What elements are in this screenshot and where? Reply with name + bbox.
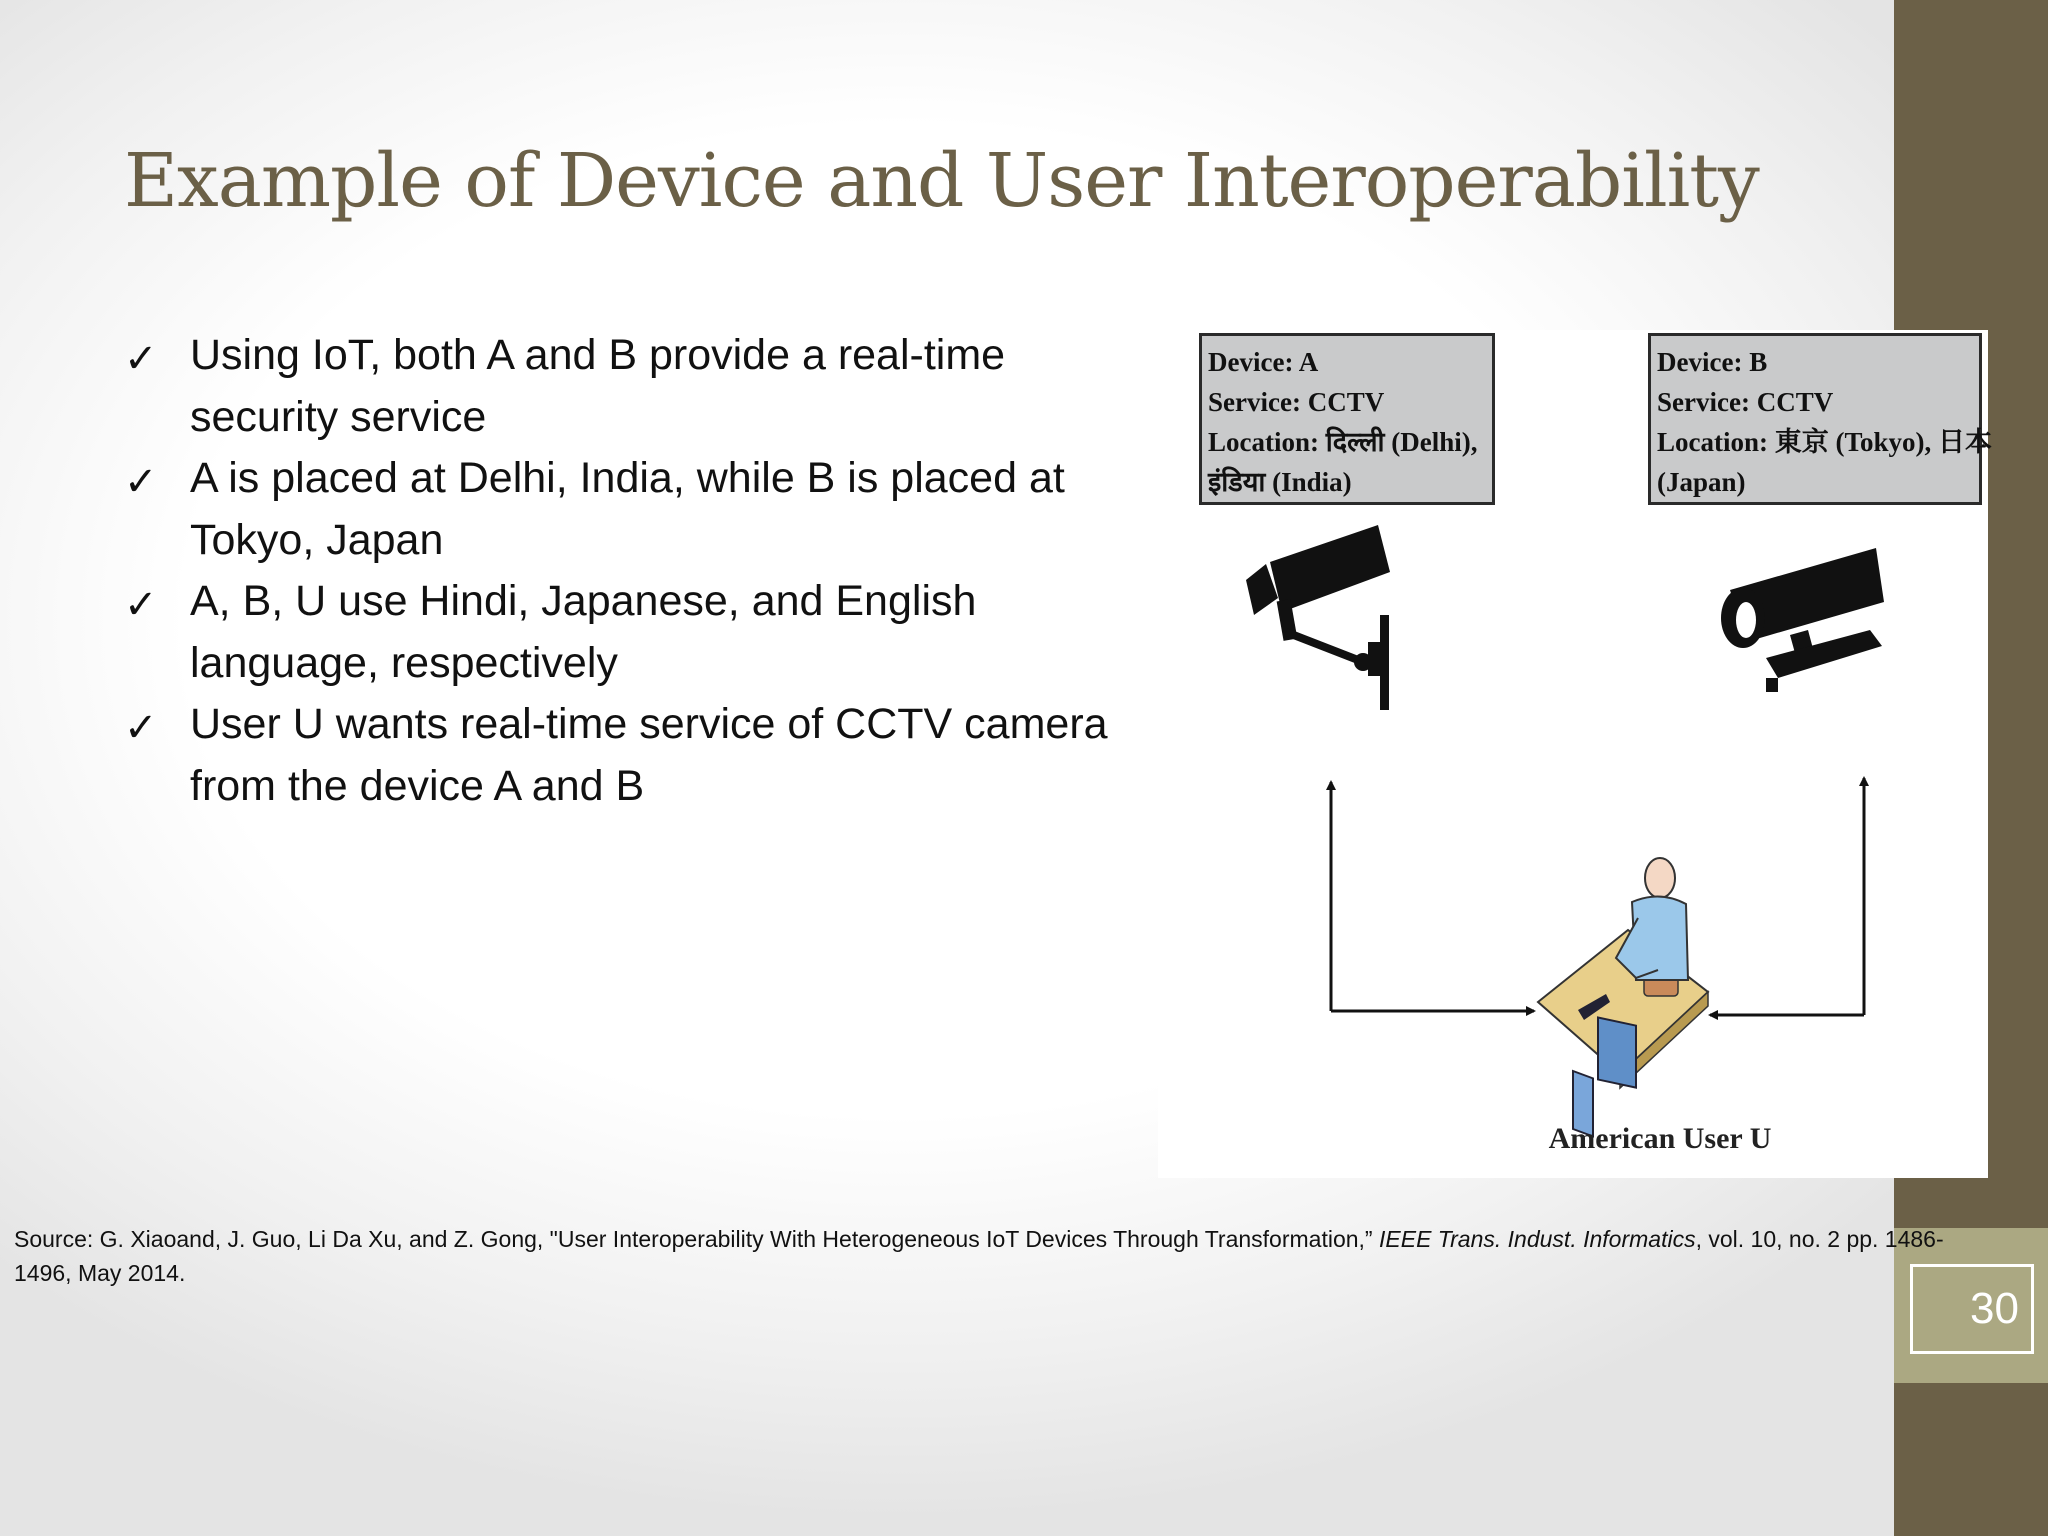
bullet-text: Using IoT, both A and B provide a real-time security service (190, 331, 1006, 441)
checkmark-icon: ✓ (124, 460, 158, 504)
source-citation (14, 1222, 1974, 1290)
bullet-item (124, 571, 1124, 694)
bullet-item (124, 325, 1124, 448)
bullet-list (124, 325, 1124, 817)
device-b-service: Service: CCTV (1657, 387, 1834, 417)
connector-left (1331, 782, 1534, 1011)
bullet-item (124, 448, 1124, 571)
bullet-item (124, 694, 1124, 817)
citation-details: , vol. 10, no. 2 pp. 1486-1496, May 2014. (14, 1226, 1944, 1286)
cctv-camera-b-icon (1721, 548, 1884, 692)
citation-text: Source: G. Xiaoand, J. Guo, Li Da Xu, and Z. Gong, "User Interoperability With Heterogeneous IoT Devices Through Transformation,” (14, 1226, 1373, 1252)
page-number: 30 (1910, 1264, 2034, 1354)
connector-right (1710, 778, 1864, 1015)
checkmark-icon: ✓ (124, 706, 158, 750)
device-a-location: Location: दिल्ली (Delhi), (1208, 427, 1478, 457)
interoperability-figure (1158, 330, 1993, 1178)
slide-title: Example of Device and User Interoperability (124, 138, 1759, 224)
device-a-name: Device: A (1208, 347, 1319, 377)
cctv-camera-a-icon (1246, 525, 1390, 710)
figure-graphics (1158, 330, 1993, 1178)
device-b-name: Device: B (1657, 347, 1768, 377)
device-a-location-country: इंडिया (India) (1208, 467, 1352, 497)
device-b-location-country: (Japan) (1657, 467, 1746, 497)
checkmark-icon: ✓ (124, 337, 158, 381)
bullet-text: A, B, U use Hindi, Japanese, and English language, respectively (190, 577, 977, 687)
user-label: American User U (1548, 1122, 1772, 1155)
device-b-location: Location: 東京 (Tokyo), 日本 (1657, 427, 1993, 457)
bullet-text: A is placed at Delhi, India, while B is placed at Tokyo, Japan (190, 454, 1065, 564)
checkmark-icon: ✓ (124, 583, 158, 627)
citation-journal: IEEE Trans. Indust. Informatics (1379, 1226, 1696, 1252)
bullet-text: User U wants real-time service of CCTV camera from the device A and B (190, 700, 1108, 810)
user-at-computer-icon (1538, 858, 1708, 1136)
device-a-service: Service: CCTV (1208, 387, 1385, 417)
